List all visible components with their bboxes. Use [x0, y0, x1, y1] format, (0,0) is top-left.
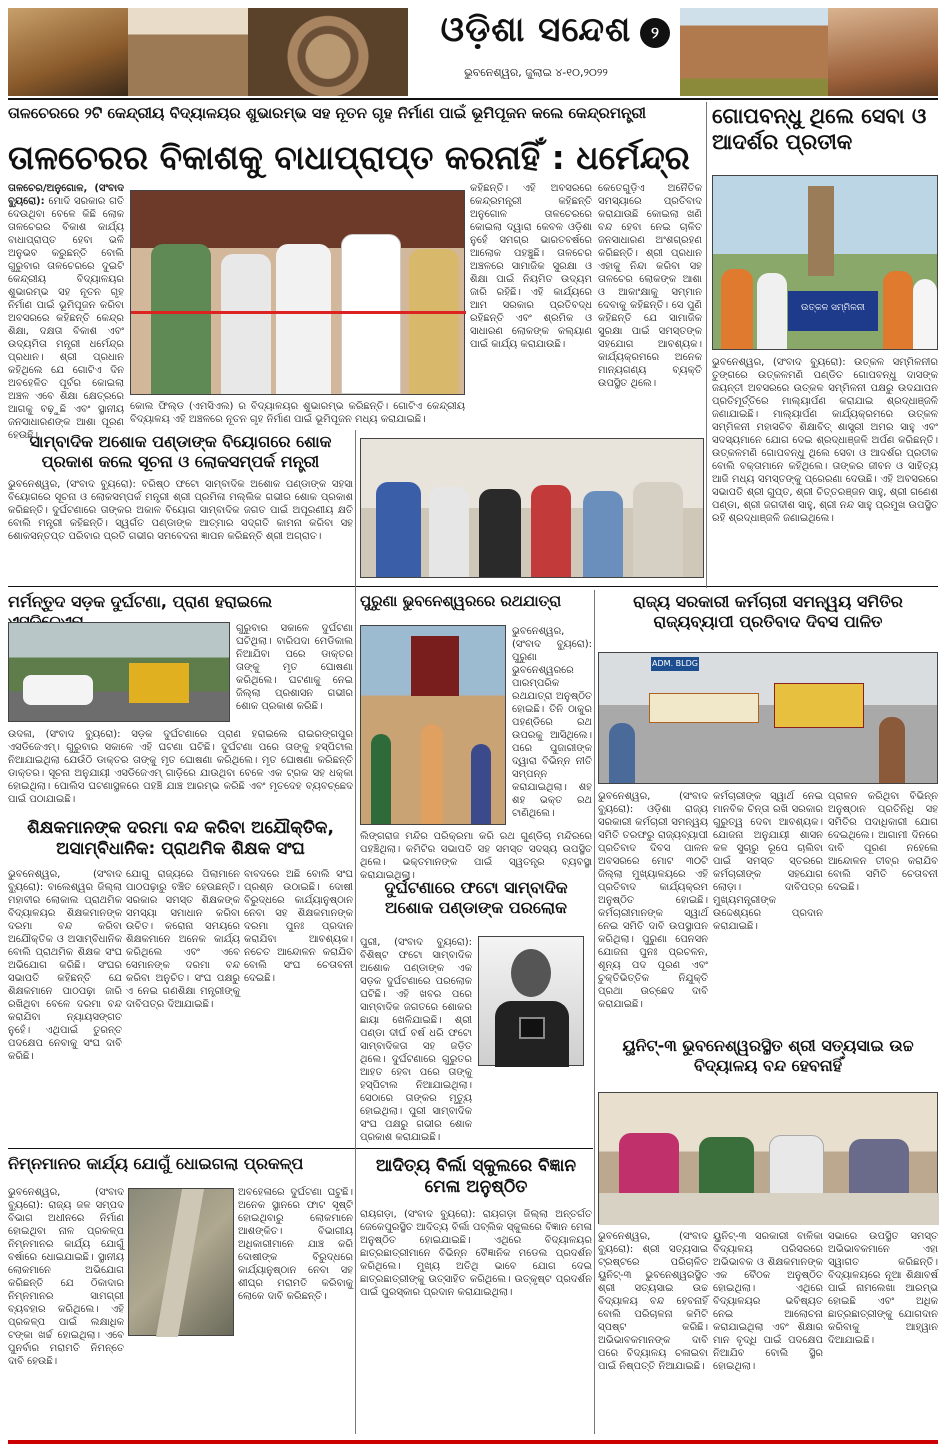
masthead-photo-ruins [828, 8, 938, 96]
drainage-column-2: ଅବହେଳାରେ ଦୁର୍ଘଟଣା ଘଟୁଛି। ଅନେକ ସ୍ଥାନରେ ଫାଟ ସୃଷ୍ଟି ହୋଇଥିବାରୁ ଲୋକମାନେ ଆଶଙ୍କିତ। ବିଭାଗୀୟ ଅଧିକାରୀମାନେ ଯାଞ୍ଚ କରି ଦୋଷୀଙ୍କ ବିରୁଦ୍ଧରେ କାର୍ଯ୍ୟାନୁଷ୍ଠାନ ନେବା ସହ ଶୀଘ୍ର ମରାମତି କରିବାକୁ ଲୋକେ ଦାବି କରିଛନ୍ତି। [238, 1187, 353, 1302]
employees-column-3: ପ୍ରାଳନ କରିଥିବା ବିଭିନ୍ନ ଅନୁଷ୍ଠାନ ପ୍ରତିନିଧି ସହ ସମିତିର ପଦାଧିକାରୀ ଯୋଗ ଦେଇଥିଲେ। ଆଗାମୀ ଦିନରେ ଦାବି ପୂରଣ ନହେଲେ ଆନ୍ଦୋଳନ ତୀବ୍ର କରାଯିବ ବୋଲି ସମିତି ଚେତାବନୀ ଦେଇଛି। [828, 791, 938, 893]
drainage-headline: ନିମ୍ନମାନର କାର୍ଯ୍ୟ ଯୋଗୁଁ ଧୋଇଗଲା ପ୍ରକଳ୍ପ [8, 1154, 304, 1173]
condolence-headline: ସାମ୍ବାଦିକ ଅଶୋକ ପଣ୍ଡାଙ୍କ ବିୟୋଗରେ ଶୋକ ପ୍ରକାଶ କଲେ ସୂଚନା ଓ ଲୋକସମ୍ପର୍କ ମନ୍ତ୍ରୀ [29, 432, 332, 471]
employees-protest-photo [598, 652, 938, 784]
employees-headline: ରାଜ୍ୟ ସରକାରୀ କର୍ମଚାରୀ ସମନ୍ୱୟ ସମିତିର ରାଜ୍ୟବ୍ୟାପୀ ପ୍ରତିବାଦ ଦିବସ ପାଳିତ [633, 592, 903, 631]
lead-headline: ତାଳଚେରର ବିକାଶକୁ ବାଧାପ୍ରାପ୍ତ କରନାହିଁ : ଧର୍ମେନ୍ଦ୍ର [8, 138, 690, 177]
section-rule-2 [8, 1148, 593, 1149]
lead-column-2: କହିଛନ୍ତି। ଏହି ଅବସରରେ କେନ୍ଦ୍ରମନ୍ତ୍ରୀ କହିଛନ୍ତି ଅନୁଗୋଳ ତାଳଚେରରେ କୋଇଲା ଦ୍ୱାରା କେବଳ ଓଡ଼ିଶା ନୁହେଁ ସମଗ୍ର ଭାରତବର୍ଷରେ ଆଲୋକ ପହଞ୍ଚୁଛି। ତାଳଚେର ଅଞ୍ଚଳରେ ସାମାଜିକ ସୁରକ୍ଷା ଓ ଶିକ୍ଷା ପାଇଁ ନିୟମିତ ଉଦ୍ୟମ ଜାରି ରହିଛି। ଏହି କାର୍ଯ୍ୟରେ ଆମ ସରକାର ପ୍ରତିବଦ୍ଧ ରହିଛନ୍ତି ଏବଂ ଶ୍ରମିକ ଓ ସାଧାରଣ ଲୋକଙ୍କ କଲ୍ୟାଣ ପାଇଁ କାର୍ଯ୍ୟ କରାଯାଉଛି। [470, 183, 592, 350]
condolence-body: ଭୁବନେଶ୍ୱର, (ସଂବାଦ ବ୍ୟୁରୋ): ବରିଷ୍ଠ ଫଟୋ ସାମ୍ବାଦିକ ଅଶୋକ ପଣ୍ଡାଙ୍କ ସହସା ବିୟୋଗରେ ସୂଚନା ଓ ଲୋକସମ୍ପର୍କ ମନ୍ତ୍ରୀ ଶ୍ରୀ ପ୍ରମିଳା ମଲ୍ଲିକ ଗଭୀର ଶୋକ ପ୍ରକାଶ କରିଛନ୍ତି। ଦୁର୍ଘଟଣାରେ ତାଙ୍କର ଅକାଳ ବିୟୋଗ ସାମ୍ବାଦିକ ଜଗତ ପାଇଁ ଅପୂରଣୀୟ କ୍ଷତି ବୋଲି ମନ୍ତ୍ରୀ କହିଛନ୍ତି। ସ୍ୱର୍ଗତ ପଣ୍ଡାଙ୍କ ଆତ୍ମାର ସଦ୍‌ଗତି କାମନା କରିବା ସହ ଶୋକସନ୍ତପ୍ତ ପରିବାର ପ୍ରତି ଗଭୀର ସମବେଦନା ଜ୍ଞାପନ କରିଛନ୍ତି ଶ୍ରୀ ଅଗ୍ରାତ। [8, 479, 353, 542]
school-column-2: ୟୁନିଟ୍-୩ ସରକାରୀ ବାଳିକା ବିଦ୍ୟାଳୟ ପରିସରରେ ଅଭିଭାବକ ଓ ଶିକ୍ଷକମାନଙ୍କ ଏକ ବୈଠକ ଅନୁଷ୍ଠିତ ହୋଇଥିଲା। ଏଥିରେ ବିଦ୍ୟାଳୟର ଭବିଷ୍ୟତ ନେଇ ଆଲୋଚନା କରାଯାଇଥିଲା ଏବଂ ଶିକ୍ଷାର ମାନ ବୃଦ୍ଧି ପାଇଁ ପଦକ୍ଷେପ ନିଆଯିବ ବୋଲି ସ୍ଥିର ହୋଇଥିଲା। [713, 1231, 823, 1372]
obituary-portrait [478, 936, 584, 1066]
science-fair-headline: ଆଦିତ୍ୟ ବିର୍ଲା ସ୍କୁଲରେ ବିଜ୍ଞାନ ମେଳା ଅନୁଷ୍ଠିତ [375, 1156, 577, 1197]
accident-body: ଉଦଳା, (ସଂବାଦ ବ୍ୟୁରୋ): ସଡ଼କ ଦୁର୍ଘଟଣାରେ ପ୍ରାଣ ହରାଇଲେ ରାଇରଙ୍ଗପୁର ଏସଡିଜେଏମ୍। ଗୁରୁବାର ସକାଳେ ଏହି ଘଟଣା ଘଟିଛି। ଦୁର୍ଘଟଣା ପରେ ତାଙ୍କୁ ହସ୍ପିଟାଲ ନିଆଯାଇଥିଲା ଯେଉଁଠି ଡାକ୍ତର ତାଙ୍କୁ ମୃତ ଘୋଷଣା କରିଥିଲେ। ମୃତ ଘୋଷଣା କରିଛନ୍ତି ଡାକ୍ତର। ସୂଚନା ଅନୁଯାୟୀ ଏସଡିଜେଏମ୍ ଗାଡ଼ିରେ ଯାଉଥିବା ବେଳେ ଏକ ଟ୍ରକ ସହ ଧକ୍କା ହୋଇଥିଲା। ପୋଲିସ ଘଟଣାସ୍ଥଳରେ ପହଞ୍ଚି ଯାଞ୍ଚ ଆରମ୍ଭ କରିଛି ଏବଂ ମୃତଦେହ ବ୍ୟବଚ୍ଛେଦ ପାଇଁ ପଠାଯାଇଛି। [8, 729, 353, 805]
page-number: ୨ [640, 18, 670, 48]
building-sign: ADM. BLDG [651, 657, 699, 671]
lead-kicker: ତାଳଚେରରେ ୨ଟି କେନ୍ଦ୍ରୀୟ ବିଦ୍ୟାଳୟର ଶୁଭାରମ୍ଭ ସହ ନୂତନ ଗୃହ ନିର୍ମାଣ ପାଇଁ ଭୂମିପୂଜନ କଲେ କେନ୍ଦ୍ରମନ୍ତ୍ରୀ [8, 104, 647, 122]
school-body: ଭୁବନେଶ୍ୱର, (ସଂବାଦ ବ୍ୟୁରୋ): ଶ୍ରୀ ସତ୍ୟସାଇ ଟ୍ରଷ୍ଟରେ ପରିଚାଳିତ ୟୁନିଟ୍-୩ ଭୁବନେଶ୍ୱରସ୍ଥିତ ଶ୍ରୀ ସତ୍ୟସାଇ ଉଚ୍ଚ ବିଦ୍ୟାଳୟ ବନ୍ଦ ହେବନାହିଁ ବୋଲି ପରିଚାଳନା କମିଟି ସ୍ପଷ୍ଟ କରିଛି। ଅଭିଭାବକମାନଙ୍କ ଦାବି ପରେ ବିଦ୍ୟାଳୟ ଚଳାଇବା ପାଇଁ ନିଷ୍ପତ୍ତି ନିଆଯାଇଛି। [598, 1231, 708, 1372]
school-meeting-photo [598, 1092, 938, 1224]
masthead-photo-wheel [248, 8, 408, 96]
masthead-photo-dancer [8, 8, 128, 96]
gopabandhu-body: ଭୁବନେଶ୍ୱର, (ସଂବାଦ ବ୍ୟୁରୋ): ଉତ୍କଳ ସମ୍ମିଳନୀର ତୁଙ୍ଗରେ ଉତ୍କଳମଣି ପଣ୍ଡିତ ଗୋପବନ୍ଧୁ ଦାସଙ୍କ ଜୟନ୍ତୀ ଅବସରରେ ଉତ୍କଳ ସମ୍ମିଳନୀ ପକ୍ଷରୁ ଉଦଯାପନ ପ୍ରତିମୂର୍ତ୍ତିରେ ମାଲ୍ୟାର୍ପଣ କରାଯାଇ ଶ୍ରଦ୍ଧାଞ୍ଜଳି ଜଣାଯାଇଛି। ମାଲ୍ୟାର୍ପଣ କାର୍ଯ୍ୟକ୍ରମରେ ଉତ୍କଳ ସମ୍ମିଳନୀ ମହାସଚିବ ଶିକ୍ଷାବିତ୍ ଶାସ୍ତ୍ରୀ ଅମର ସାହୁ ଏବଂ ସଦସ୍ୟମାନେ ଯୋଗ ଦେଇ ଶ୍ରଦ୍ଧାଞ୍ଜଳି ଅର୍ପଣ କରିଛନ୍ତି। ଉତ୍କଳମଣି ଗୋପବନ୍ଧୁ ଥିଲେ ସେବା ଓ ଆଦର୍ଶର ପ୍ରତୀକ ବୋଲି ବକ୍ତାମାନେ କହିଥିଲେ। ତାଙ୍କର ଜୀବନ ଓ ସାହିତ୍ୟ ଆଜି ମଧ୍ୟ ସମସ୍ତଙ୍କୁ ପ୍ରେରଣା ଦେଉଛି। ଏହି ଅବସରରେ ସଭାପତି ଶ୍ରୀ ଗୁପ୍ତ, ଶ୍ରୀ ଚିତ୍ତରଞ୍ଜନ ସାହୁ, ଶ୍ରୀ ଗଣେଶ ପଣ୍ଡା, ଶ୍ରୀ ଜଗଦୀଶ ସାହୁ, ଶ୍ରୀ ନନ୍ଦ ସାହୁ ପ୍ରମୁଖ ଉପସ୍ଥିତ ରହି ଶ୍ରଦ୍ଧାଞ୍ଜଳି ଜଣାଇଥିଲେ। [712, 357, 938, 524]
employees-body: ଭୁବନେଶ୍ୱର, (ସଂବାଦ ବ୍ୟୁରୋ): ଓଡ଼ିଶା ରାଜ୍ୟ ସରକାରୀ କର୍ମଚାରୀ ସମନ୍ୱୟ ସମିତି ତରଫରୁ ରାଜ୍ୟବ୍ୟାପୀ ପ୍ରତିବାଦ ଦିବସ ପାଳନ ଅବସରରେ ମୋଟ ୩୦ଟି ଜିଲ୍ଲା ମୁଖ୍ୟାଳୟରେ ଏହି ପ୍ରତିବାଦ କାର୍ଯ୍ୟକ୍ରମ ଅନୁଷ୍ଠିତ ହୋଇଛି। କର୍ମଚାରୀମାନଙ୍କ ସ୍ୱାର୍ଥ ନେଇ ସମିତି ଦାବି ଉପସ୍ଥାପନ କରିଥିଲା। ପୁରୁଣା ପେନସନ ଯୋଜନା ପୁନଃ ପ୍ରଚଳନ, ଶୂନ୍ୟ ପଦ ପୂରଣ ଏବଂ ଚୁକ୍ତିଭିତ୍ତିକ ନିଯୁକ୍ତି ପ୍ରଥା ଉଚ୍ଛେଦ ଦାବି କରାଯାଇଛି। [598, 791, 708, 1010]
employees-column-2: କର୍ମଚାରୀଙ୍କ ସ୍ୱାର୍ଥ ନେଇ ମାନବିକ ଚିନ୍ତା ରଖି ସରକାର ଗୁରୁତ୍ୱ ଦେବା ଆବଶ୍ୟକ। ଯୋଜନା ଅନୁଯାୟୀ ଶାସନ କଳ ସୁଚାରୁ ରୂପେ ଚାଲିବା ପାଇଁ ସମସ୍ତ ସ୍ତରରେ କର୍ମଚାରୀଙ୍କ ସହଯୋଗ ଲୋଡ଼ା। ଦାବିପତ୍ର ମୁଖ୍ୟମନ୍ତ୍ରୀଙ୍କ ଉଦ୍ଦେଶ୍ୟରେ ପ୍ରଦାନ କରାଯାଇଛି। [713, 791, 823, 932]
gopabandhu-banner: ଉତ୍କଳ ସମ୍ମିଳନୀ [788, 291, 878, 331]
school-column-3: ସଭାରେ ଉପସ୍ଥିତ ସମସ୍ତ ଅଭିଭାବକମାନେ ଏହା ସ୍ୱାଗତ କରିଛନ୍ତି। ବିଦ୍ୟାଳୟରେ ନୂଆ ଶିକ୍ଷାବର୍ଷ ପାଇଁ ନାମଲେଖା ଆରମ୍ଭ ହୋଇଛି ଏବଂ ଅଧିକ ଛାତ୍ରଛାତ୍ରୀଙ୍କୁ ଯୋଗଦାନ କରିବାକୁ ଆହ୍ୱାନ ଦିଆଯାଇଛି। [828, 1231, 938, 1346]
footer-red-rule [8, 1440, 938, 1444]
lead-column-1: ତାଳଚେର/ଅନୁଗୋଳ, (ସଂବାଦ ବ୍ୟୁରୋ): ମୋଦି ସରକାର ଗତି ଦେଉଥିବା ବେଳେ କିଛି ଲୋକ ତାଳଚେରର ବିକାଶ କାର୍ଯ୍ୟ ବାଧାପ୍ରାପ୍ତ ହେବା ଭଳି ଅନୁଭବ କରୁଛନ୍ତି ବୋଲି ଗୁରୁବାର ତାଳଚେରରେ ଦୁଇଟି କେନ୍ଦ୍ରୀୟ ବିଦ୍ୟାଳୟର ଶୁଭାରମ୍ଭ ସହ ନୂତନ ଗୃହ ନିର୍ମାଣ ପାଇଁ ଭୂମିପୂଜନ କରିବା ଅବସରରେ କହିଛନ୍ତି କେନ୍ଦ୍ର ଶିକ୍ଷା, ଦକ୍ଷତା ବିକାଶ ଏବଂ ଉଦ୍ୟମିତା ମନ୍ତ୍ରୀ ଧର୍ମେନ୍ଦ୍ର ପ୍ରଧାନ। ଶ୍ରୀ ପ୍ରଧାନ କହିଥିଲେ ଯେ ଗୋଟିଏ ଦିନ ଅବହେଳିତ ପୂର୍ବର କୋଇଲା ଅଞ୍ଚଳ ଏବେ ଶିକ୍ଷା କ୍ଷେତ୍ରରେ ଆଗକୁ ବଢ଼ୁଛି ଏବଂ ସ୍ଥାନୀୟ ଜନସାଧାରଣଙ୍କ ଆଶା ପୂରଣ ହେଉଛି। [8, 183, 124, 441]
issue-dateline: ଭୁବନେଶ୍ୱର, ଜୁଲାଇ ୪-୧୦,୨୦୨୨ [464, 66, 608, 79]
obituary-headline: ଦୁର୍ଘଟଣାରେ ଫଟୋ ସାମ୍ବାଦିକ ଅଶୋକ ପଣ୍ଡାଙ୍କ ପରଲୋକ [384, 878, 568, 917]
teachers-column-3: ବାବଦରେ ଅଛି ବୋଲି ସଂଘ ପ୍ରଶ୍ନ ଉଠାଇଛି। ଦୋଷୀ ବିରୁଦ୍ଧରେ କାର୍ଯ୍ୟାନୁଷ୍ଠାନ ନେବା ସହ ଶିକ୍ଷକମାନଙ୍କ ଦରମା ପୁନଃ ପ୍ରଦାନ କରାଯିବା ଆବଶ୍ୟକ। ନଚେତ ଆନ୍ଦୋଳନ କରାଯିବ ବୋଲି ସଂଘ ଚେତାବନୀ ଦେଇଛି। [244, 869, 353, 984]
school-headline: ୟୁନିଟ୍-୩ ଭୁବନେଶ୍ୱରସ୍ଥିତ ଶ୍ରୀ ସତ୍ୟସାଇ ଉଚ୍ଚ ବିଦ୍ୟାଳୟ ବନ୍ଦ ହେବନାହିଁ [622, 1036, 914, 1075]
gopabandhu-photo [712, 175, 938, 350]
accident-headline: ମର୍ମନ୍ତୁଦ ସଡ଼କ ଦୁର୍ଘଟଣା, ପ୍ରାଣ ହରାଇଲେ [8, 592, 273, 611]
condolence-meeting-photo [360, 438, 704, 578]
teachers-headline: ଶିକ୍ଷକମାନଙ୍କ ଦରମା ବନ୍ଦ କରିବା ଅଯୌକ୍ତିକ, ଅସାମ୍ବିଧାନିକ: ପ୍ରାଥମିକ ଶିକ୍ଷକ ସଂଘ [27, 818, 334, 859]
accident-column-2: ଗୁରୁବାର ସକାଳେ ଦୁର୍ଘଟଣା ଘଟିଥିଲା। ବାରିପଦା ମେଡିକାଲ ନିଆଯିବା ପରେ ଡାକ୍ତର ତାଙ୍କୁ ମୃତ ଘୋଷଣା କରିଥିଲେ। ଘଟଣାକୁ ନେଇ ଜିଲ୍ଲା ପ୍ରଶାସନ ଗଭୀର ଶୋକ ପ୍ରକାଶ କରିଛି। [236, 623, 353, 712]
section-rule-1 [8, 586, 938, 587]
drainage-body: ଭୁବନେଶ୍ୱର, (ସଂବାଦ ବ୍ୟୁରୋ): ରାଜ୍ୟ ଜଳ ସମ୍ପଦ ବିଭାଗ ଅଧୀନରେ ନିର୍ମାଣ ହୋଇଥିବା ନାଳ ପ୍ରକଳ୍ପ ନିମ୍ନମାନର କାର୍ଯ୍ୟ ଯୋଗୁଁ ବର୍ଷାରେ ଧୋଇଯାଇଛି। ସ୍ଥାନୀୟ ଲୋକମାନେ ଅଭିଯୋଗ କରିଛନ୍ତି ଯେ ଠିକାଦାର ନିମ୍ନମାନର ସାମଗ୍ରୀ ବ୍ୟବହାର କରିଥିଲେ। ଏହି ପ୍ରକଳ୍ପ ପାଇଁ ଲକ୍ଷାଧିକ ଟଙ୍କା ଖର୍ଚ୍ଚ ହୋଇଥିଲା। ଏବେ ପୁନର୍ବାର ମରାମତି ନିମନ୍ତେ ଦାବି ହେଉଛି। [8, 1187, 124, 1367]
teachers-body: ଭୁବନେଶ୍ୱର, (ସଂବାଦ ବ୍ୟୁରୋ): ବାଲେଶ୍ୱର ଜିଲ୍ଲା ମହାବୀର ଲୋକାଲ ପ୍ରାଥମିକ ବିଦ୍ୟାଳୟର ଶିକ୍ଷକମାନଙ୍କ ଦରମା ବନ୍ଦ କରିବା ଅଯୌକ୍ତିକ ଓ ଅସାମ୍ବିଧାନିକ ବୋଲି ପ୍ରାଥମିକ ଶିକ୍ଷକ ସଂଘ ଅଭିଯୋଗ କରିଛି। ସଂଘର ସଭାପତି କହିଛନ୍ତି ଯେ ଶିକ୍ଷକମାନେ ପାଠପଢ଼ା ଜାରି ରଖିଥିବା ବେଳେ ଦରମା ବନ୍ଦ କରାଯିବା ନ୍ୟାୟସଙ୍ଗତ ନୁହେଁ। ଏଥିପାଇଁ ତୁରନ୍ତ ପଦକ୍ଷେପ ନେବାକୁ ସଂଘ ଦାବି କରିଛି। [8, 869, 122, 1062]
masthead-photo-temple [128, 8, 248, 96]
rathayatra-photo [360, 625, 506, 825]
column-rule-middle [594, 590, 595, 1434]
newspaper-title: ଓଡ଼ିଶା ସନ୍ଦେଶ [440, 10, 632, 50]
science-fair-body: ରାୟଗଡ଼ା, (ସଂବାଦ ବ୍ୟୁରୋ): ରାୟଗଡ଼ା ଜିଲ୍ଲା ଅନ୍ତର୍ଗତ ଜେକେପୁରସ୍ଥିତ ଆଦିତ୍ୟ ବିର୍ଲା ପବ୍ଲିକ ସ୍କୁଲରେ ବିଜ୍ଞାନ ମେଳା ଅନୁଷ୍ଠିତ ହୋଇଯାଇଛି। ଏଥିରେ ବିଦ୍ୟାଳୟର ଛାତ୍ରଛାତ୍ରୀମାନେ ବିଭିନ୍ନ ବୈଜ୍ଞାନିକ ମଡେଲ ପ୍ରଦର୍ଶନ କରିଥିଲେ। ମୁଖ୍ୟ ଅତିଥି ଭାବେ ଯୋଗ ଦେଇ ଛାତ୍ରଛାତ୍ରୀଙ୍କୁ ଉତ୍ସାହିତ କରିଥିଲେ। ଉତ୍କୃଷ୍ଟ ପ୍ରଦର୍ଶନ ପାଇଁ ପୁରସ୍କାର ପ୍ରଦାନ କରାଯାଇଥିଲା। [360, 1209, 592, 1298]
masthead-rule [8, 98, 938, 100]
column-rule-right-top [706, 102, 707, 588]
drainage-photo [128, 1188, 234, 1336]
rathayatra-body: ଭୁବନେଶ୍ୱର, (ସଂବାଦ ବ୍ୟୁରୋ): ପୁରୁଣା ଭୁବନେଶ୍ୱରରେ ପାରମ୍ପରିକ ରଥଯାତ୍ରା ଅନୁଷ୍ଠିତ ହୋଇଛି। ତିନି ଠାକୁର ପହଣ୍ଡିରେ ରଥ ଉପରକୁ ଆସିଥିଲେ। ପରେ ପୁଜାରୀଙ୍କ ଦ୍ୱାରା ବିଭିନ୍ନ ନୀତି ସମ୍ପନ୍ନ କରାଯାଇଥିଲା। ଶହ ଶହ ଭକ୍ତ ରଥ ଟାଣିଥିଲେ। [512, 626, 592, 819]
obituary-body: ପୁରୀ, (ସଂବାଦ ବ୍ୟୁରୋ): ବିଶିଷ୍ଟ ଫଟୋ ସାମ୍ବାଦିକ ଅଶୋକ ପଣ୍ଡାଙ୍କ ଏକ ସଡ଼କ ଦୁର୍ଘଟଣାରେ ପରଲୋକ ଘଟିଛି। ଏହି ଖବର ପରେ ସାମ୍ବାଦିକ ଜଗତରେ ଶୋକର ଛାୟା ଖେଳିଯାଇଛି। ଶ୍ରୀ ପଣ୍ଡା ଦୀର୍ଘ ବର୍ଷ ଧରି ଫଟୋ ସାମ୍ବାଦିକତା ସହ ଜଡ଼ିତ ଥିଲେ। ଦୁର୍ଘଟଣାରେ ଗୁରୁତର ଆହତ ହେବା ପରେ ତାଙ୍କୁ ହସ୍ପିଟାଲ ନିଆଯାଇଥିଲା। ସେଠାରେ ତାଙ୍କର ମୃତ୍ୟୁ ହୋଇଥିଲା। ପୁରୀ ସାମ୍ବାଦିକ ସଂଘ ପକ୍ଷରୁ ଗଭୀର ଶୋକ ପ୍ରକାଶ କରାଯାଇଛି। [360, 937, 472, 1143]
accident-photo [8, 622, 230, 722]
rathayatra-body-continued: ଲିଙ୍ଗରାଜ ମନ୍ଦିର ପରିକ୍ରମା କରି ରଥ ଗୁଣ୍ଡିଚା ମନ୍ଦିରରେ ପହଞ୍ଚିଥିଲା। କମିଟିର ସଭାପତି ସହ ସମସ୍ତ ସଦସ୍ୟ ଉପସ୍ଥିତ ଥିଲେ। ଭକ୍ତମାନଙ୍କ ପାଇଁ ସ୍ୱତନ୍ତ୍ର ବ୍ୟବସ୍ଥା କରାଯାଇଥିଲା। [360, 831, 592, 881]
lead-column-3: କେତେଗୁଡ଼ିଏ ଅନୈତିକ ସମସ୍ୟାରେ ପ୍ରତିବାଦ କରାଯାଉଛି କୋଇଲା ଖଣି ବନ୍ଦ ହେବା ନେଇ ଚାଳିତ ଜନସାଧାରଣ ଅଂଶଗ୍ରହଣ କରିଛନ୍ତି। ଶ୍ରୀ ପ୍ରଧାନ ଏହାକୁ ନିନ୍ଦା କରିବା ସହ ତାଳଚେର ଲୋକଙ୍କ ଆଶା ଓ ଆକାଂକ୍ଷାକୁ ସମ୍ମାନ ଦେବାକୁ କହିଛନ୍ତି। ସେ ପୁଣି କହିଛନ୍ତି ଯେ ସାମାଜିକ ସୁରକ୍ଷା ପାଇଁ ସମସ୍ତଙ୍କ ସହଯୋଗ ଆବଶ୍ୟକ। କାର୍ଯ୍ୟକ୍ରମରେ ଅନେକ ମାନ୍ୟଗଣ୍ୟ ବ୍ୟକ୍ତି ଉପସ୍ଥିତ ଥିଲେ। [598, 183, 702, 389]
lead-caption-text: କୋଲ ଫିଲ୍ଡ (ଏମସିଏଲ) ର ବିଦ୍ୟାଳୟର ଶୁଭାରମ୍ଭ କରିଛନ୍ତି। ଗୋଟିଏ କେନ୍ଦ୍ରୀୟ ବିଦ୍ୟାଳୟ ଏହି ଅଞ୍ଚଳରେ ନୂତନ ଗୃହ ନିର୍ମାଣ ପାଇଁ ଭୂମିପୂଜନ ମଧ୍ୟ କରାଯାଇଛି। [130, 401, 465, 425]
rathayatra-headline: ପୁରୁଣା ଭୁବନେଶ୍ୱରରେ ରଥଯାତ୍ରା [360, 592, 562, 610]
teachers-column-2: ଯୋଗୁ ରାଜ୍ୟରେ ପିଲାମାନେ ପାଠପଢ଼ାରୁ ବଞ୍ଚିତ ହେଉଛନ୍ତି। ସରକାର ସମସ୍ତ ଶିକ୍ଷକଙ୍କ ସମସ୍ୟା ସମାଧାନ କରିବା ଉଚିତ। କରୋନା ସମୟରେ ଶିକ୍ଷକମାନେ ଅନେକ କାର୍ଯ୍ୟ କରିଥିଲେ ଏବଂ ଏବେ ସେମାନଙ୍କ ଦରମା ବନ୍ଦ କରିବା ଅନୁଚିତ। ସଂଘ ପକ୍ଷରୁ ଏ ନେଇ ଗଣଶିକ୍ଷା ମନ୍ତ୍ରୀଙ୍କୁ ଦାବିପତ୍ର ଦିଆଯାଇଛି। [126, 869, 240, 1010]
column-rule-left [355, 430, 356, 1434]
gopabandhu-headline: ଗୋପବନ୍ଧୁ ଥିଲେ ସେବା ଓ ଆଦର୍ଶର ପ୍ରତୀକ [712, 104, 927, 154]
lead-photo-ribbon-cutting [130, 190, 465, 395]
